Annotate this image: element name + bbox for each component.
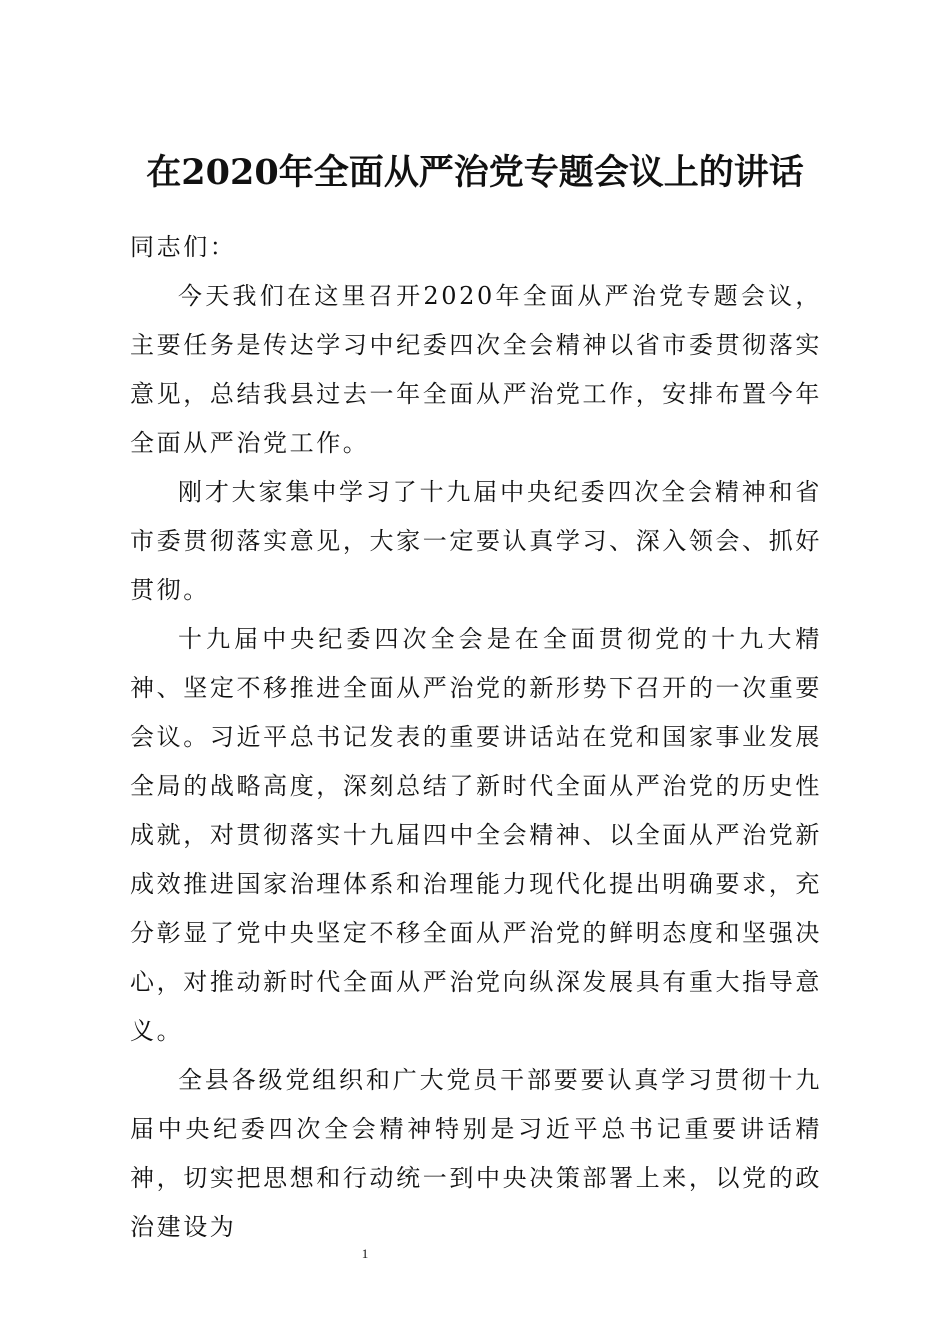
paragraph-3: 十九届中央纪委四次全会是在全面贯彻党的十九大精神、坚定不移推进全面从严治党的新形势下召开的一次重要会议。习近平总书记发表的重要讲话站在党和国家事业发展全局的战略高度，深刻总结了新时代全面从严治党的历史性成就，对贯彻落实十九届四中全会精神、以全面从严治党新成效推进国家治理体系和治理能力现代化提出明确要求，充分彰显了党中央坚定不移全面从严治党的鲜明态度和坚强决心，对推动新时代全面从严治党向纵深发展具有重大指导意义。: [130, 625, 822, 1045]
document-body: [130, 223, 822, 1252]
paragraph-2: 刚才大家集中学习了十九届中央纪委四次全会精神和省市委贯彻落实意见，大家一定要认真学习、深入领会、抓好贯彻。: [130, 478, 822, 604]
page-number: 1: [361, 1246, 369, 1261]
paragraph-4: 全县各级党组织和广大党员干部要要认真学习贯彻十九届中央纪委四次全会精神特别是习近平总书记重要讲话精神，切实把思想和行动统一到中央决策部署上来，以党的政治建设为: [130, 1066, 822, 1241]
salutation: 同志们：: [130, 233, 237, 261]
paragraph-1: 今天我们在这里召开2020年全面从严治党专题会议，主要任务是传达学习中纪委四次全会精神以省市委贯彻落实意见，总结我县过去一年全面从严治党工作，安排布置今年全面从严治党工作。: [130, 282, 822, 457]
document-title: 在2020年全面从严治党专题会议上的讲话: [146, 152, 804, 193]
